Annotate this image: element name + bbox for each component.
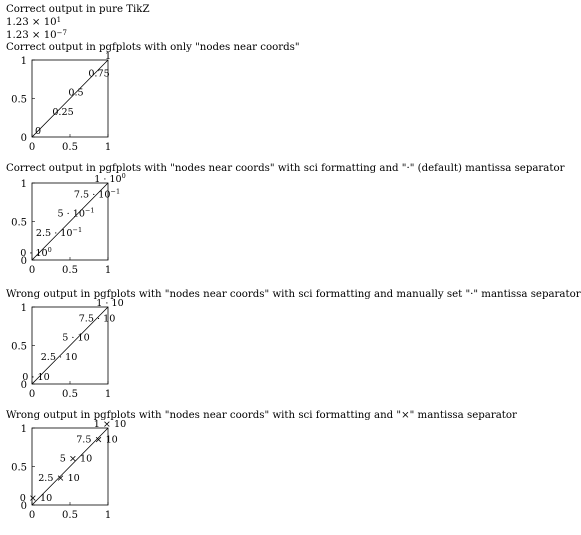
- x-tick-label: 1: [104, 389, 112, 400]
- y-tick-label: 0.5: [11, 341, 27, 353]
- chart-2: [0, 172, 474, 287]
- x-tick-label: 0.5: [62, 142, 78, 153]
- node-label-mantissa: 5 × 10: [59, 453, 93, 465]
- node-label-mantissa: 0 · 10: [22, 372, 50, 383]
- header-line-2: [6, 17, 61, 29]
- x-tick-label: 0: [28, 389, 36, 400]
- node-label-mantissa: 0 · 10: [20, 248, 48, 259]
- y-tick-label: 0.5: [11, 94, 27, 106]
- header-line-3-exponent: −7: [56, 29, 67, 37]
- node-near-coord-label: [76, 434, 118, 445]
- node-label-mantissa: 5 · 10: [62, 332, 90, 344]
- y-tick-label: 0.5: [11, 217, 27, 229]
- node-label-mantissa: 0.75: [88, 68, 110, 80]
- node-near-coord-label: [68, 88, 83, 99]
- header-line-3-mantissa: 1.23 × 10: [6, 30, 57, 41]
- node-near-coord-label: [62, 333, 89, 344]
- caption-1: Correct output in pgfplots with only "nodes near coords": [6, 42, 300, 53]
- x-tick-label: 0.5: [62, 265, 78, 276]
- caption-3: Wrong output in pgfplots with "nodes near coords" with sci formatting and manually set "·" mantissa separator: [6, 289, 581, 300]
- x-tick-label: 0: [28, 265, 36, 276]
- node-label-mantissa: 0: [34, 126, 42, 137]
- header-line-2-mantissa: 1.23 × 10: [6, 17, 57, 28]
- node-near-coord-label: [35, 126, 41, 137]
- caption-2: Correct output in pgfplots with "nodes near coords" with sci formatting and "·" (default) mantissa separator: [6, 163, 565, 174]
- chart-4: [0, 419, 474, 532]
- node-label-mantissa: 0 × 10: [19, 493, 53, 504]
- node-near-coord-label: [79, 313, 116, 324]
- node-label-mantissa: 1 × 10: [93, 419, 127, 430]
- node-near-coord-label: [38, 473, 80, 484]
- x-tick-label: 0: [28, 142, 36, 153]
- y-tick-label: 0.5: [11, 462, 27, 474]
- header-line-2-exponent: 1: [56, 16, 62, 24]
- node-near-coord-label: [36, 226, 82, 239]
- node-label-mantissa: 7.5 × 10: [76, 434, 118, 446]
- node-label-mantissa: 0.5: [68, 87, 84, 99]
- node-near-coord-label: [20, 246, 52, 259]
- node-label-exponent: −1: [84, 206, 95, 215]
- x-tick-label: 1: [104, 265, 112, 276]
- node-near-coord-label: [22, 372, 49, 383]
- caption-4: Wrong output in pgfplots with "nodes near coords" with sci formatting and "×" mantissa separator: [6, 410, 517, 421]
- node-label-mantissa: 5 · 10: [57, 208, 85, 220]
- x-tick-label: 0.5: [62, 510, 78, 521]
- node-near-coord-label: [20, 493, 52, 504]
- header-line-3: [6, 30, 67, 42]
- node-near-coord-label: [96, 298, 123, 309]
- node-label-mantissa: 2.5 · 10: [35, 227, 73, 239]
- y-tick-label: 1: [20, 179, 27, 190]
- y-tick-label: 0: [20, 133, 27, 144]
- node-label-mantissa: 1: [104, 51, 112, 62]
- node-label-exponent: 0: [47, 246, 52, 254]
- node-near-coord-label: [105, 51, 111, 62]
- y-tick-label: 0: [20, 501, 27, 512]
- node-label-mantissa: 7.5 · 10: [73, 189, 111, 201]
- node-near-coord-label: [88, 68, 109, 79]
- node-near-coord-label: [74, 187, 120, 200]
- node-near-coord-label: [52, 107, 73, 118]
- x-tick-label: 0: [28, 510, 36, 521]
- chart-3: [0, 298, 474, 411]
- node-label-mantissa: 7.5 · 10: [78, 313, 116, 325]
- node-label-exponent: 0: [121, 172, 126, 180]
- y-tick-label: 0: [20, 256, 27, 267]
- node-label-mantissa: 2.5 · 10: [40, 351, 78, 363]
- node-near-coord-label: [60, 454, 92, 465]
- y-tick-label: 1: [20, 424, 27, 435]
- y-tick-label: 1: [20, 56, 27, 67]
- node-label-mantissa: 1 · 10: [96, 298, 124, 309]
- node-label-exponent: −1: [72, 225, 83, 234]
- x-tick-label: 0.5: [62, 389, 78, 400]
- y-tick-label: 1: [20, 303, 27, 314]
- node-label-mantissa: 1 · 10: [94, 174, 122, 185]
- x-tick-label: 1: [104, 142, 112, 153]
- node-label-exponent: −1: [110, 187, 121, 196]
- y-tick-label: 0: [20, 380, 27, 391]
- node-near-coord-label: [57, 207, 94, 220]
- header-line-1: Correct output in pure TikZ: [6, 4, 150, 15]
- node-near-coord-label: [94, 172, 126, 185]
- node-label-mantissa: 0.25: [52, 106, 74, 118]
- x-tick-label: 1: [104, 510, 112, 521]
- node-near-coord-label: [41, 352, 78, 363]
- chart-1: [0, 51, 474, 164]
- node-label-mantissa: 2.5 × 10: [38, 472, 80, 484]
- node-near-coord-label: [94, 419, 126, 430]
